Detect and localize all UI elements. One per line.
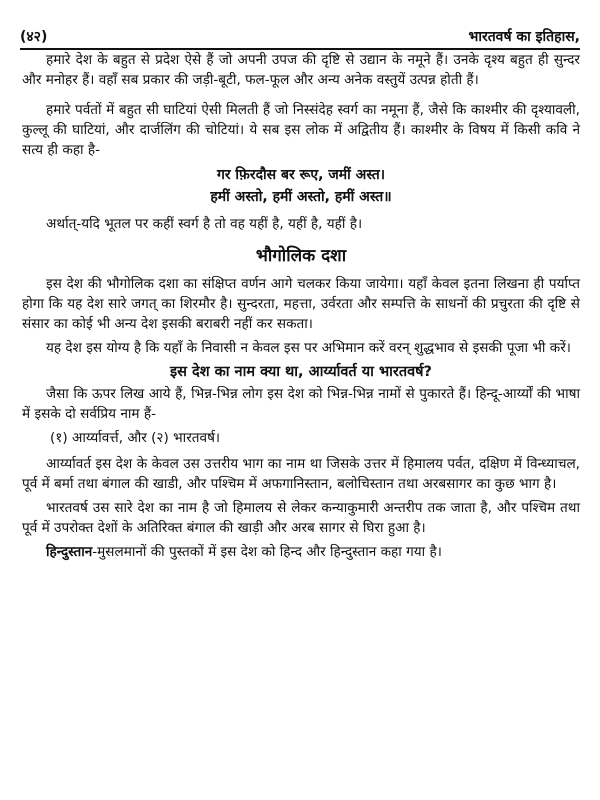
- paragraph-hindustan: [22, 542, 580, 562]
- poem-line-2: हमीं अस्तो, हमीं अस्तो, हमीं अस्त॥: [210, 189, 392, 205]
- page-header: [20, 24, 580, 50]
- paragraph-worship: यह देश इस योग्य है कि यहाँ के निवासी न केवल इस पर अभिमान करें वरन् शुद्धभाव से इसकी पूजा भी करें।: [46, 340, 571, 356]
- poem-couplet: [22, 164, 580, 208]
- paragraph-produce: हमारे देश के बहुत से प्रदेश ऐसे हैं जो अपनी उपज की दृष्टि से उद्यान के नमूने हैं। उनके दृश्य बहुत ही सुन्दर और मनोहर हैं। वहाँ सब प्रकार की जड़ी-बूटी, फल-फूल और अन्य अनेक वस्तुयें उत्पन्न होती हैं।: [22, 52, 580, 88]
- paragraph-geography: इस देश की भौगोलिक दशा का संक्षिप्त वर्णन आगे चलकर किया जायेगा। यहाँ केवल इतना लिखना ही पर्याप्त होगा कि यह देश सारे जगत् का शिरमौर है। सुन्दरता, महत्ता, उर्वरता और सम्पत्ति के साधनों की प्रचुरता की दृष्टि से संसार का कोई भी अन्य देश इसकी बराबरी नहीं कर सकता।: [22, 276, 580, 332]
- paragraph-aryavarta: आर्य्यावर्त इस देश के केवल उस उत्तरीय भाग का नाम था जिसके उत्तर में हिमालय पर्वत, दक्षिण में विन्ध्याचल, पूर्व में बर्मा तथा बंगाल की खाडी, और पश्चिम में अफगानिस्तान, बलोचिस्तान तथा अरबसागर का कुछ भाग है।: [22, 456, 580, 492]
- question-heading-name: इस देश का नाम क्या था, आर्य्यावर्त या भारतवर्ष?: [170, 364, 432, 380]
- poem-line-1: गर फ़िरदौस बर रूए, जमीं अस्त।: [216, 167, 386, 183]
- names-list: (१) आर्य्यावर्त्त, और (२) भारतवर्ष।: [50, 430, 221, 446]
- section-heading-geography: भौगोलिक दशा: [255, 246, 347, 266]
- page-number: (४२): [20, 29, 48, 45]
- paragraph-names: जैसा कि ऊपर लिख आये हैं, भिन्न-भिन्न लोग इस देश को भिन्न-भिन्न नामों से पुकारते हैं। हिन्दू-आर्य्यों की भाषा में इसके दो सर्वप्रिय नाम हैं-: [22, 386, 580, 422]
- paragraph-meaning: अर्थात्-यदि भूतल पर कहीं स्वर्ग है तो वह यहीं है, यहीं है, यहीं है।: [46, 216, 363, 232]
- paragraph-bharatvarsh: भारतवर्ष उस सारे देश का नाम है जो हिमालय से लेकर कन्याकुमारी अन्तरीप तक जाता है, और पश्चिम तथा पूर्व में उपरोक्त देशों के अतिरिक्त बंगाल की खाड़ी और अरब सागर से घिरा हुआ है।: [22, 500, 580, 536]
- paragraph-valleys: हमारे पर्वतों में बहुत सी घाटियां ऐसी मिलती हैं जो निस्संदेह स्वर्ग का नमूना हैं, जैसे कि काश्मीर की दृश्यावली, कुल्लू की घाटियां, और दार्जलिंग की चोटियां। ये सब इस लोक में अद्वितीय हैं। काश्मीर के विषय में किसी कवि ने सत्य ही कहा है-: [22, 102, 580, 158]
- running-title: भारतवर्ष का इतिहास,: [468, 29, 580, 45]
- hindustan-rest: -मुसलमानों की पुस्तकों में इस देश को हिन्द और हिन्दुस्तान कहा गया है।: [92, 544, 442, 560]
- hindustan-lead: हिन्दुस्तान: [46, 544, 93, 560]
- page-body: [22, 50, 580, 572]
